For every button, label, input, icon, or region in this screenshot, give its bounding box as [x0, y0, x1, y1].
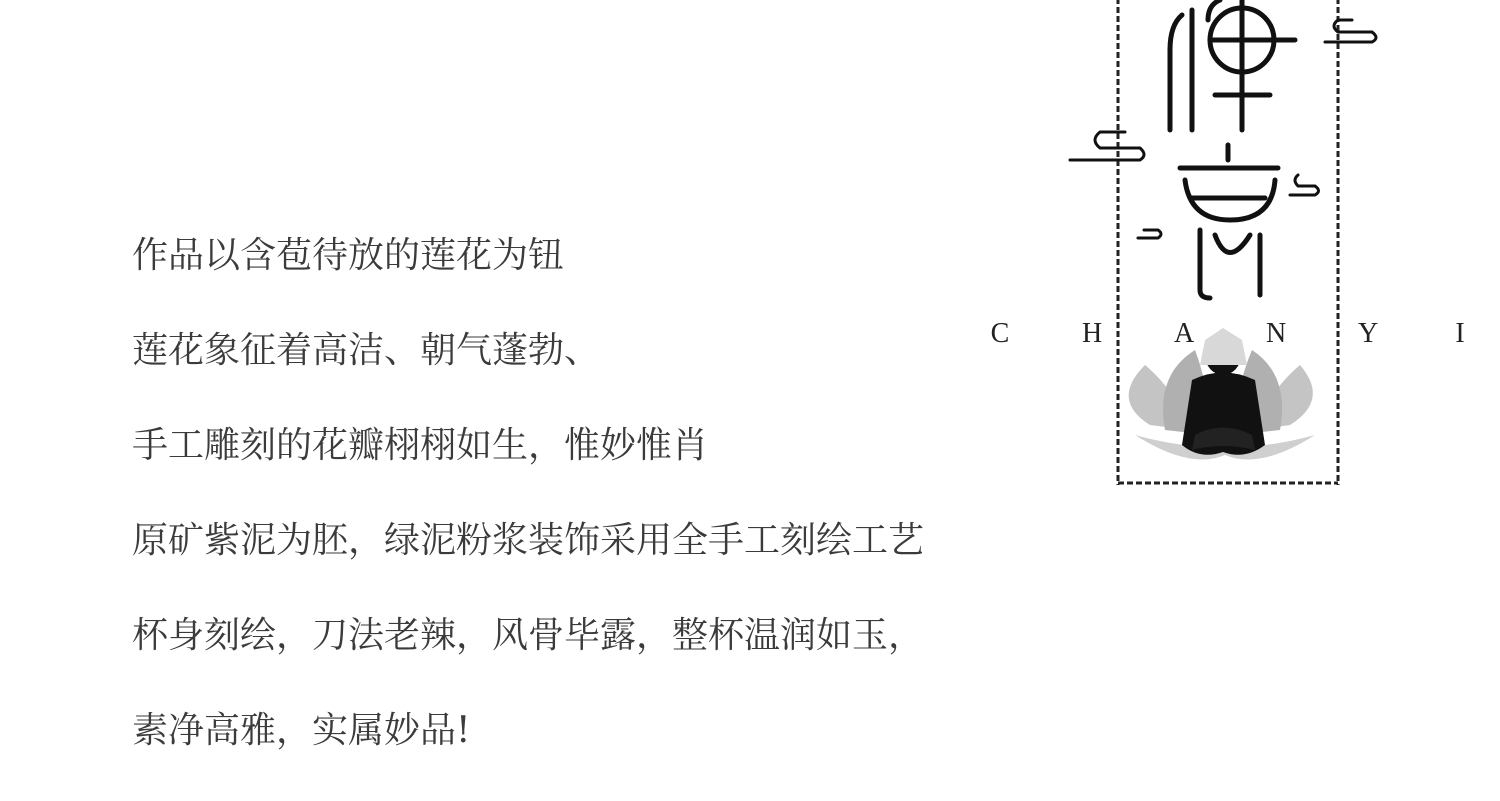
- romanized-letter: C: [990, 318, 1010, 349]
- description-line: 莲花象征着高洁、朝气蓬勃、: [132, 330, 601, 371]
- romanized-name: [990, 318, 1470, 358]
- chanyi-logo: [960, 0, 1500, 500]
- romanized-letter: Y: [1358, 318, 1379, 349]
- description-line: 素净高雅，实属妙品!: [132, 710, 471, 751]
- cloud-ornament-icon: [1070, 20, 1376, 238]
- romanized-letter: N: [1266, 318, 1287, 349]
- product-description: [132, 208, 1072, 778]
- description-line: 手工雕刻的花瓣栩栩如生，惟妙惟肖: [132, 425, 709, 466]
- description-line: 杯身刻绘，刀法老辣，风骨毕露，整杯温润如玉，: [132, 615, 925, 656]
- romanized-letter: A: [1174, 318, 1195, 349]
- yi-character-icon: [1180, 145, 1278, 298]
- description-line: 原矿紫泥为胚，绿泥粉浆装饰采用全手工刻绘工艺: [132, 520, 925, 561]
- chan-character-icon: [1170, 0, 1295, 130]
- chanyi-logo-graphic: [960, 0, 1500, 500]
- romanized-letter: H: [1082, 318, 1103, 349]
- description-line: 作品以含苞待放的莲花为钮: [132, 235, 565, 276]
- romanized-letter: I: [1455, 318, 1465, 349]
